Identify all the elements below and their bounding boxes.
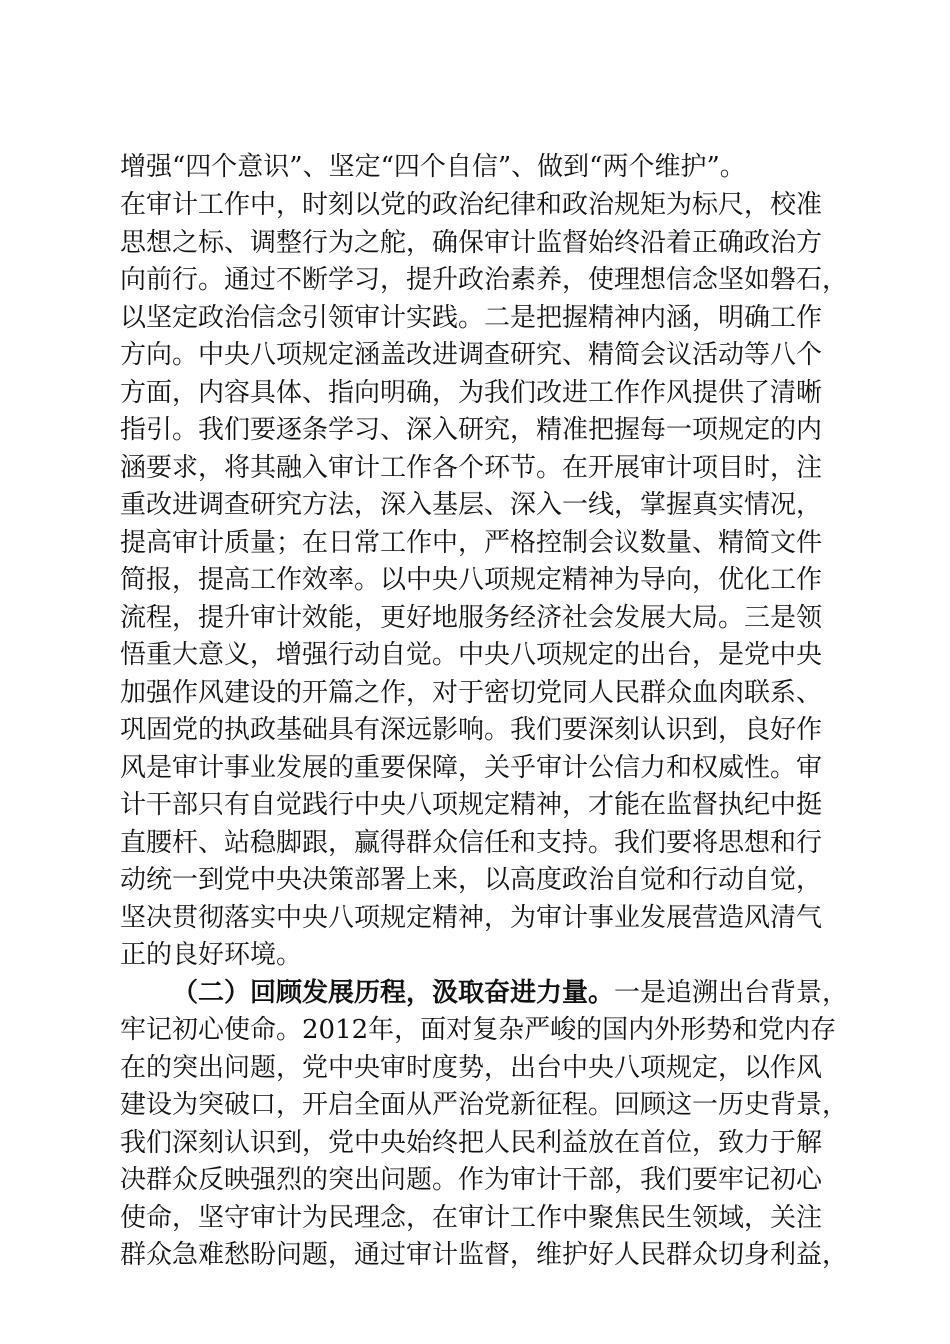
body-text-line: 坚决贯彻落实中央八项规定精神，为审计事业发展营造风清气 xyxy=(120,903,823,933)
section-heading-line xyxy=(172,977,848,1009)
body-text-line: 正的良好环境。 xyxy=(120,940,303,970)
body-text-line: 直腰杆、站稳脚跟，赢得群众信任和支持。我们要将思想和行 xyxy=(120,828,823,858)
body-text-line: 计干部只有自觉践行中央八项规定精神，才能在监督执纪中挺 xyxy=(120,790,823,820)
body-text-line: 指引。我们要逐条学习、深入研究，精准把握每一项规定的内 xyxy=(120,415,823,445)
body-text-line: 方向。中央八项规定涵盖改进调查研究、精简会议活动等八个 xyxy=(120,340,823,370)
body-text-segment: 一是追溯出台背景， xyxy=(614,978,849,1008)
body-text-line: 牢记初心使命。2012年，面对复杂严峻的国内外形势和党内存 xyxy=(120,1015,837,1045)
body-text-line: 提高审计质量；在日常工作中，严格控制会议数量、精简文件 xyxy=(120,528,823,558)
body-text-line: 悟重大意义，增强行动自觉。中央八项规定的出台，是党中央 xyxy=(120,640,823,670)
body-text-line: 涵要求，将其融入审计工作各个环节。在开展审计项目时，注 xyxy=(120,453,823,483)
body-text-line: 巩固党的执政基础具有深远影响。我们要深刻认识到，良好作 xyxy=(120,715,823,745)
body-text-line: 简报，提高工作效率。以中央八项规定精神为导向，优化工作 xyxy=(120,565,823,595)
body-text-line: 增强“四个意识”、坚定“四个自信”、做到“两个维护”。 xyxy=(120,152,746,182)
body-text-line: 在的突出问题，党中央审时度势，出台中央八项规定，以作风 xyxy=(120,1053,823,1083)
body-text-line: 建设为突破口，开启全面从严治党新征程。回顾这一历史背景， xyxy=(120,1090,849,1120)
section-heading: （二）回顾发展历程，汲取奋进力量。 xyxy=(172,978,615,1008)
body-text-line: 风是审计事业发展的重要保障，关乎审计公信力和权威性。审 xyxy=(120,753,823,783)
body-text-line: 重改进调查研究方法，深入基层、深入一线，掌握真实情况， xyxy=(120,490,823,520)
body-text-line: 在审计工作中，时刻以党的政治纪律和政治规矩为标尺，校准 xyxy=(120,190,823,220)
body-text-line: 向前行。通过不断学习，提升政治素养，使理想信念坚如磐石， xyxy=(120,265,849,295)
body-text-line: 动统一到党中央决策部署上来，以高度政治自觉和行动自觉， xyxy=(120,865,823,895)
body-text-line: 以坚定政治信念引领审计实践。二是把握精神内涵，明确工作 xyxy=(120,303,823,333)
body-text-line: 我们深刻认识到，党中央始终把人民利益放在首位，致力于解 xyxy=(120,1128,823,1158)
body-text-line: 思想之标、调整行为之舵，确保审计监督始终沿着正确政治方 xyxy=(120,228,823,258)
body-text-line: 加强作风建设的开篇之作，对于密切党同人民群众血肉联系、 xyxy=(120,678,823,708)
body-text-line: 流程，提升审计效能，更好地服务经济社会发展大局。三是领 xyxy=(120,603,823,633)
body-text-line: 群众急难愁盼问题，通过审计监督，维护好人民群众切身利益， xyxy=(120,1240,849,1270)
body-text-line: 方面，内容具体、指向明确，为我们改进工作作风提供了清晰 xyxy=(120,378,823,408)
body-text-line: 决群众反映强烈的突出问题。作为审计干部，我们要牢记初心 xyxy=(120,1165,823,1195)
body-text-line: 使命，坚守审计为民理念，在审计工作中聚焦民生领域，关注 xyxy=(120,1203,823,1233)
